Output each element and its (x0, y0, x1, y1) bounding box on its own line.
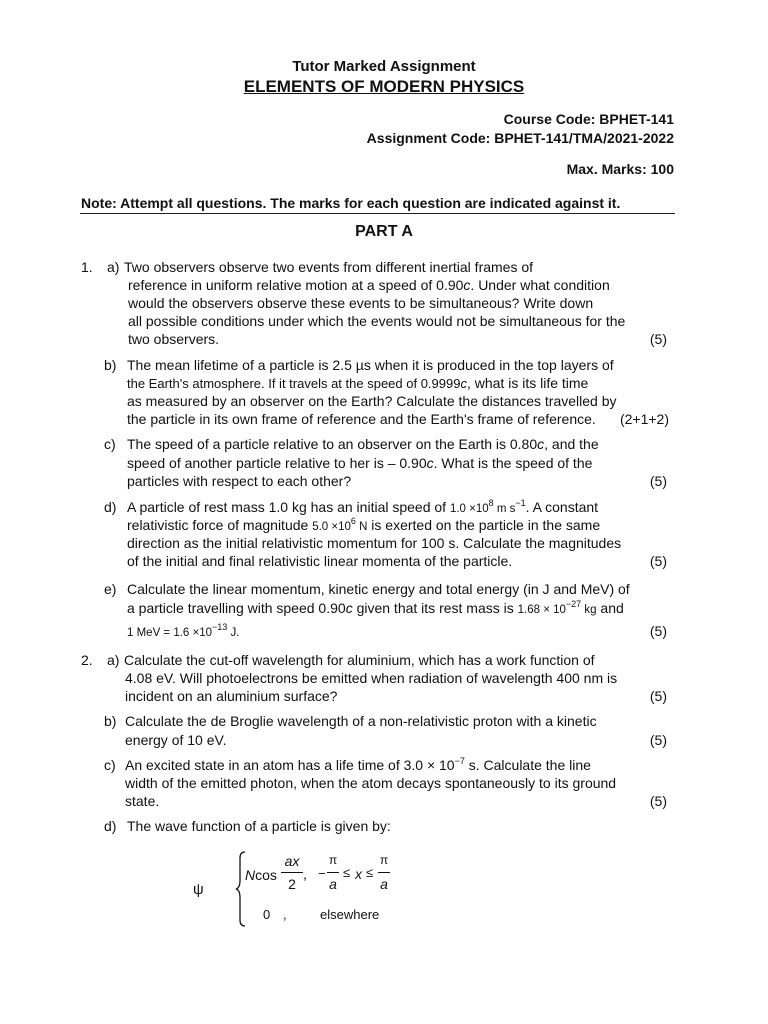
instruction-note: Note: Attempt all questions. The marks for each question are indicated against it. (81, 195, 621, 211)
q1b-text: The mean lifetime of a particle is 2.5 µs when it is produced in the top layers of (127, 357, 614, 373)
q2b-marks: (5) (649, 732, 667, 748)
q1c-text: particles with respect to each other? (127, 473, 352, 489)
eq-x: x (355, 866, 362, 882)
q2a-text: 4.08 eV. Will photoelectrons be emitted when radiation of wavelength 400 nm is (125, 670, 618, 686)
assignment-code: Assignment Code: BPHET-141/TMA/2021-2022 (366, 130, 674, 146)
q1b-marks: (2+1+2) (619, 411, 669, 427)
q1c-marks: (5) (649, 473, 667, 489)
q2d-text: The wave function of a particle is given by: (127, 818, 391, 834)
q1a-label: a) (107, 259, 120, 275)
q1e-marks: (5) (649, 623, 667, 639)
eq-a: a (329, 876, 337, 892)
eq-pi: π (328, 853, 338, 867)
eq-pi: π (379, 853, 389, 867)
q2c-text: state. (125, 793, 160, 809)
q1a-text: would the observers observe these events to be simultaneous? Write down (128, 295, 594, 311)
fraction-bar (327, 872, 339, 873)
eq-zero: 0 (263, 907, 271, 922)
q1d-label: d) (104, 499, 117, 515)
fraction-bar (378, 872, 390, 873)
eq-leq: ≤ (366, 865, 374, 880)
eq-a: a (380, 876, 388, 892)
q1d-text: direction as the initial relativistic momentum for 100 s. Calculate the magnitudes (127, 535, 622, 551)
q1d-marks: (5) (649, 553, 667, 569)
eq-elsewhere: elsewhere (320, 907, 380, 922)
q1e-text: 1 MeV = $1.6 \times 10^{-13}$ J. (127, 622, 240, 639)
q1b-text: as measured by an observer on the Earth? Calculate the distances travelled by (127, 393, 617, 409)
q2b-text: energy of 10 eV. (125, 732, 227, 748)
eq-comma: , (303, 866, 307, 882)
q1e-label: e) (104, 581, 117, 597)
q2c-text: An excited state in an atom has a life time of $3.0 \times 10^{-7}$ s. Calculate the line (125, 756, 591, 773)
q1b-text: the particle in its own frame of reference and the Earth's frame of reference. (127, 411, 596, 427)
q2a-text: incident on an aluminium surface? (125, 688, 338, 704)
q2a-label: a) (107, 652, 120, 668)
eq-n: Ncos (245, 867, 277, 883)
q1d-text: of the initial and final relativistic linear momenta of the particle. (127, 553, 513, 569)
q1d-text: A particle of rest mass 1.0 kg has an initial speed of $1.0 \times 10^8$ m $s^{-1}$. A constant (127, 498, 599, 515)
q1d-text: relativistic force of magnitude $5.0 \times 10^6$ N is exerted on the particle in the same (127, 516, 601, 533)
q1e-text: Calculate the linear momentum, kinetic energy and total energy (in J and MeV) of (127, 581, 630, 597)
eq-leq: ≤ (343, 865, 351, 880)
question-2-number: 2. (81, 652, 93, 668)
q2c-label: c) (104, 757, 116, 773)
q1b-text: the Earth's atmosphere. If it travels at the speed of 0.9999c, what is its life time (127, 375, 589, 391)
eq-denominator-2: 2 (288, 876, 296, 892)
eq-numerator-ax: ax (284, 853, 300, 869)
part-title: PART A (355, 223, 413, 240)
course-code: Course Code: BPHET-141 (503, 111, 674, 127)
left-brace (234, 850, 248, 928)
q2c-text: width of the emitted photon, when the atom decays spontaneously to its ground (125, 775, 617, 791)
q1a-marks: (5) (649, 331, 667, 347)
q2c-marks: (5) (649, 793, 667, 809)
q1b-label: b) (104, 357, 117, 373)
q1c-label: c) (104, 436, 116, 452)
max-marks: Max. Marks: 100 (566, 161, 674, 177)
q1c-text: The speed of a particle relative to an observer on the Earth is 0.80c, and the (127, 436, 599, 452)
q1c-text: speed of another particle relative to her is – 0.90c. What is the speed of the (127, 455, 593, 471)
q1a-text: all possible conditions under which the events would not be simultaneous for the (128, 313, 626, 329)
q1a-text: Two observers observe two events from different inertial frames of (124, 259, 534, 275)
q2a-text: Calculate the cut-off wavelength for aluminium, which has a work function of (124, 652, 595, 668)
eq-comma: , (283, 907, 287, 922)
q2d-label: d) (104, 818, 117, 834)
document-title: ELEMENTS OF MODERN PHYSICS (243, 77, 525, 96)
header-divider (80, 213, 675, 214)
psi-symbol: ψ (193, 881, 204, 898)
q2b-label: b) (104, 713, 117, 729)
q2b-text: Calculate the de Broglie wavelength of a non-relativistic proton with a kinetic (125, 713, 597, 729)
q2a-marks: (5) (649, 688, 667, 704)
q1a-text: two observers. (128, 331, 220, 347)
q1a-text: reference in uniform relative motion at a speed of 0.90c. Under what condition (128, 277, 610, 293)
question-1-number: 1. (81, 259, 93, 275)
document-subtitle: Tutor Marked Assignment (292, 58, 476, 75)
eq-minus: − (318, 866, 326, 881)
fraction-bar (281, 872, 303, 873)
q1e-text: a particle travelling with speed 0.90c given that its rest mass is $1.68 \times 10^{-27}$ kg and (127, 599, 624, 616)
